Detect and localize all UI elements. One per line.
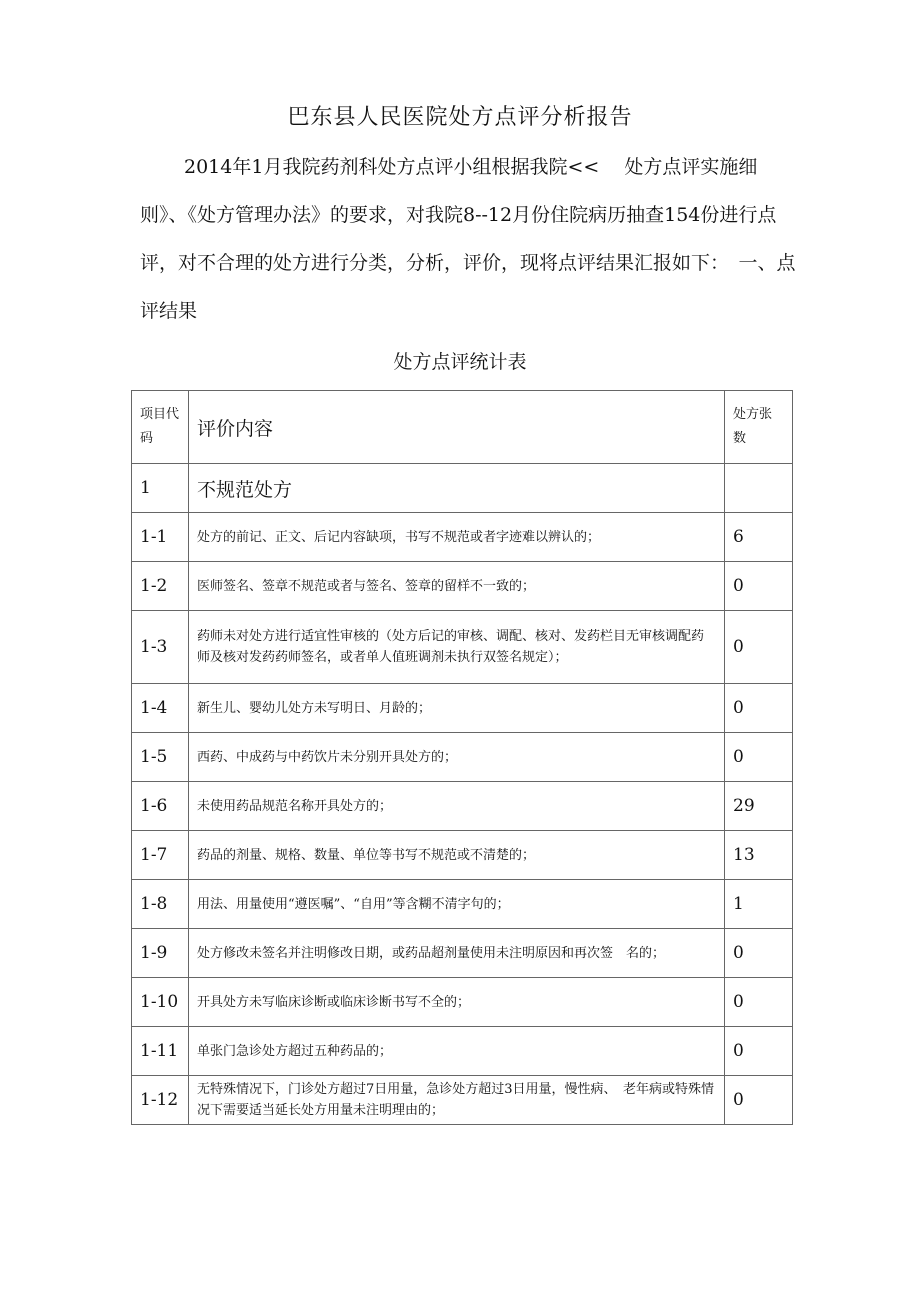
- table-row: [132, 929, 793, 978]
- row-description: 用法、用量使用“遵医嘱”、“自用”等含糊不清字句的；: [189, 880, 725, 929]
- row-code: 1-2: [132, 562, 189, 611]
- row-count: 0: [725, 733, 793, 782]
- row-count: 0: [725, 1027, 793, 1076]
- row-description: 处方修改未签名并注明修改日期，或药品超剂量使用未注明原因和再次签 名的；: [189, 929, 725, 978]
- table-header-row: [132, 391, 793, 464]
- table-caption: 处方点评统计表: [393, 351, 527, 373]
- document-title: 巴东县人民医院处方点评分析报告: [287, 105, 633, 130]
- table-row: [132, 733, 793, 782]
- row-code: 1-11: [132, 1027, 189, 1076]
- table-row: [132, 880, 793, 929]
- table-row: [132, 831, 793, 880]
- row-count: 0: [725, 1076, 793, 1125]
- row-count: 6: [725, 513, 793, 562]
- header-count: 处方张数: [725, 391, 793, 464]
- row-code: 1-10: [132, 978, 189, 1027]
- row-count: 0: [725, 978, 793, 1027]
- table-row: [132, 1076, 793, 1125]
- row-description: 新生儿、婴幼儿处方未写明日、月龄的；: [189, 684, 725, 733]
- table-row: [132, 978, 793, 1027]
- category-label: 不规范处方: [189, 464, 725, 513]
- row-code: 1-12: [132, 1076, 189, 1125]
- table-row: [132, 562, 793, 611]
- row-description: 单张门急诊处方超过五种药品的；: [189, 1027, 725, 1076]
- row-description: 药品的剂量、规格、数量、单位等书写不规范或不清楚的；: [189, 831, 725, 880]
- table-row: [132, 611, 793, 684]
- header-code: 项目代码: [132, 391, 189, 464]
- row-count: 0: [725, 562, 793, 611]
- row-count: 29: [725, 782, 793, 831]
- row-description: 未使用药品规范名称开具处方的；: [189, 782, 725, 831]
- row-description: 无特殊情况下，门诊处方超过7日用量，急诊处方超过3日用量，慢性病、 老年病或特殊情况下需要适当延长处方用量未注明理由的；: [189, 1076, 725, 1125]
- row-count: 0: [725, 929, 793, 978]
- intro-paragraph: [140, 143, 800, 335]
- category-count: [725, 464, 793, 513]
- row-count: 1: [725, 880, 793, 929]
- row-code: 1-4: [132, 684, 189, 733]
- row-code: 1-9: [132, 929, 189, 978]
- row-description: 医师签名、签章不规范或者与签名、签章的留样不一致的；: [189, 562, 725, 611]
- row-description: 西药、中成药与中药饮片未分别开具处方的；: [189, 733, 725, 782]
- row-code: 1-7: [132, 831, 189, 880]
- prescription-review-table: [131, 390, 793, 1125]
- row-code: 1-1: [132, 513, 189, 562]
- intro-text: 2014年1月我院药剂科处方点评小组根据我院<< 处方点评实施细则》、《处方管理办法》的要求，对我院8--12月份住院病历抽查154份进行点评，对不合理的处方进行分类，分析，评价，现将点评结果汇报如下： 一、点评结果: [140, 156, 796, 322]
- table-row: [132, 782, 793, 831]
- category-code: 1: [132, 464, 189, 513]
- row-count: 13: [725, 831, 793, 880]
- row-count: 0: [725, 684, 793, 733]
- row-code: 1-5: [132, 733, 189, 782]
- row-count: 0: [725, 611, 793, 684]
- table-row: [132, 1027, 793, 1076]
- table-row: [132, 513, 793, 562]
- category-row: [132, 464, 793, 513]
- row-code: 1-8: [132, 880, 189, 929]
- row-description: 处方的前记、正文、后记内容缺项，书写不规范或者字迹难以辨认的；: [189, 513, 725, 562]
- table-row: [132, 684, 793, 733]
- header-content: 评价内容: [189, 391, 725, 464]
- row-code: 1-6: [132, 782, 189, 831]
- row-code: 1-3: [132, 611, 189, 684]
- row-description: 药师未对处方进行适宜性审核的（处方后记的审核、调配、核对、发药栏目无审核调配药师及核对发药药师签名，或者单人值班调剂未执行双签名规定）；: [189, 611, 725, 684]
- row-description: 开具处方未写临床诊断或临床诊断书写不全的；: [189, 978, 725, 1027]
